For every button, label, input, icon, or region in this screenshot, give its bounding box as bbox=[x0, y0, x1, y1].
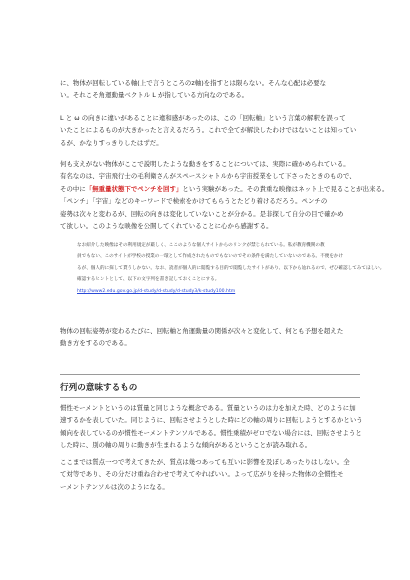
paragraph bbox=[60, 325, 360, 350]
text-line: L と ω の向きに違いがあることに違和感があったのは、この「回転軸」という言葉の解釈を誤って bbox=[60, 114, 346, 122]
note-line: なお紹介した映像はその利用規定が厳しく、ここのような個人サイトからのリンクが禁じられている。私が教育機関の教 bbox=[77, 243, 325, 248]
text-line: て欲しい。このような映像を公開してくれていることに心から感謝する。 bbox=[60, 222, 273, 231]
text-line: て対等であり、その分だけ重ね合わせで考えてやればいい。よって広がりを持った物体の全慣性モ bbox=[60, 470, 344, 479]
paragraph bbox=[60, 77, 360, 102]
text-line: るが、かなりすっきりしたはずだ。 bbox=[60, 138, 163, 147]
section-divider bbox=[60, 374, 360, 375]
text-line: いたことによるものが大きかったと言えるだろう。これで全てが解決したわけではないことは知ってい bbox=[60, 126, 357, 135]
text-line: に、物体が回転している軸(上で言うところのz軸)を指すとは限らない。そんな心配は必要な bbox=[60, 79, 327, 87]
text-line: 有名なのは、宇宙飛行士の毛利衛さんがスペースシャトルから宇宙授業をして下さったときのもので、 bbox=[60, 172, 356, 181]
text-line: 速するかを表していた。同じように、回転させようとした時にどの軸の周りに回転しようとするかという bbox=[60, 416, 363, 425]
note-line: 確認するヒントとして、以下の文字列を書き記しておくことにする。 bbox=[77, 277, 220, 283]
text-line: 動き方をするのである。 bbox=[60, 339, 131, 348]
note-line: 員でもない、このサイトが学校の授業の一環として作成されたものでもないのでその条件を満たしていないのである。不便をかけ bbox=[77, 254, 344, 260]
text-line: した時に、別の軸の周りに動きが生まれるような傾向があるということが読み取れる。 bbox=[60, 441, 312, 450]
section-divider bbox=[60, 397, 360, 398]
text-line: という実験があった。その貴重な映像はネット上で見ることが出来る。 bbox=[182, 184, 389, 193]
text-line: その中に bbox=[60, 184, 86, 193]
text-line: 慣性モーメントというのは質量と同じような概念である。質量というのは力を加えた時、どのように加 bbox=[60, 404, 356, 412]
paragraph bbox=[60, 112, 360, 149]
text-line: 物体の回転姿勢が変わるたびに、回転軸と角運動量の関係が次々と変化して、何とも予想を超えた bbox=[60, 327, 344, 335]
text-line: い。それこそ角運動量ベクトル L が指している方向なのである。 bbox=[60, 91, 249, 100]
footnote-box bbox=[77, 240, 385, 297]
text-line: 「ペンチ」「宇宙」などのキーワードで検索をかけてもらうとたどり着けるだろう。ペンチの bbox=[60, 197, 328, 206]
highlighted-experiment-title: 「無重量状態下でペンチを回す」 bbox=[85, 184, 183, 193]
paragraph bbox=[60, 402, 363, 452]
section-heading: 行列の意味するもの bbox=[60, 383, 138, 393]
note-line: るが、個人的に探して貰うしかない。なお、読者が個人的に閲覧する目的で閲覧したサイトがあり、以下から辿れるので、ぜひ確認してみてほしい。 bbox=[77, 265, 385, 271]
text-line: 傾向を表しているのが慣性モーメントテンソルである。慣性乗積がゼロでない場合には、回転させようと bbox=[60, 428, 362, 437]
text-line: 姿勢は次々と変わるが、回転の向きは変化していないことが分かる。是非探して自分の目で確かめ bbox=[60, 209, 344, 218]
paragraph bbox=[60, 158, 389, 232]
text-line: ーメントテンソルは次のようになる。 bbox=[60, 482, 169, 491]
reference-link[interactable]: http://www2.edu.gov.go.jp/d-study/d-study/d-study3/k-study100.htm bbox=[77, 288, 236, 294]
text-line: ここまでは質点一つで考えてきたが、質点は幾つあっても互いに影響を及ぼしあったりはしない。全 bbox=[60, 458, 350, 466]
text-line: 何も支えがない物体がここで説明したような動きをすることについては、実際に確かめられている。 bbox=[60, 160, 350, 168]
paragraph bbox=[60, 456, 360, 493]
